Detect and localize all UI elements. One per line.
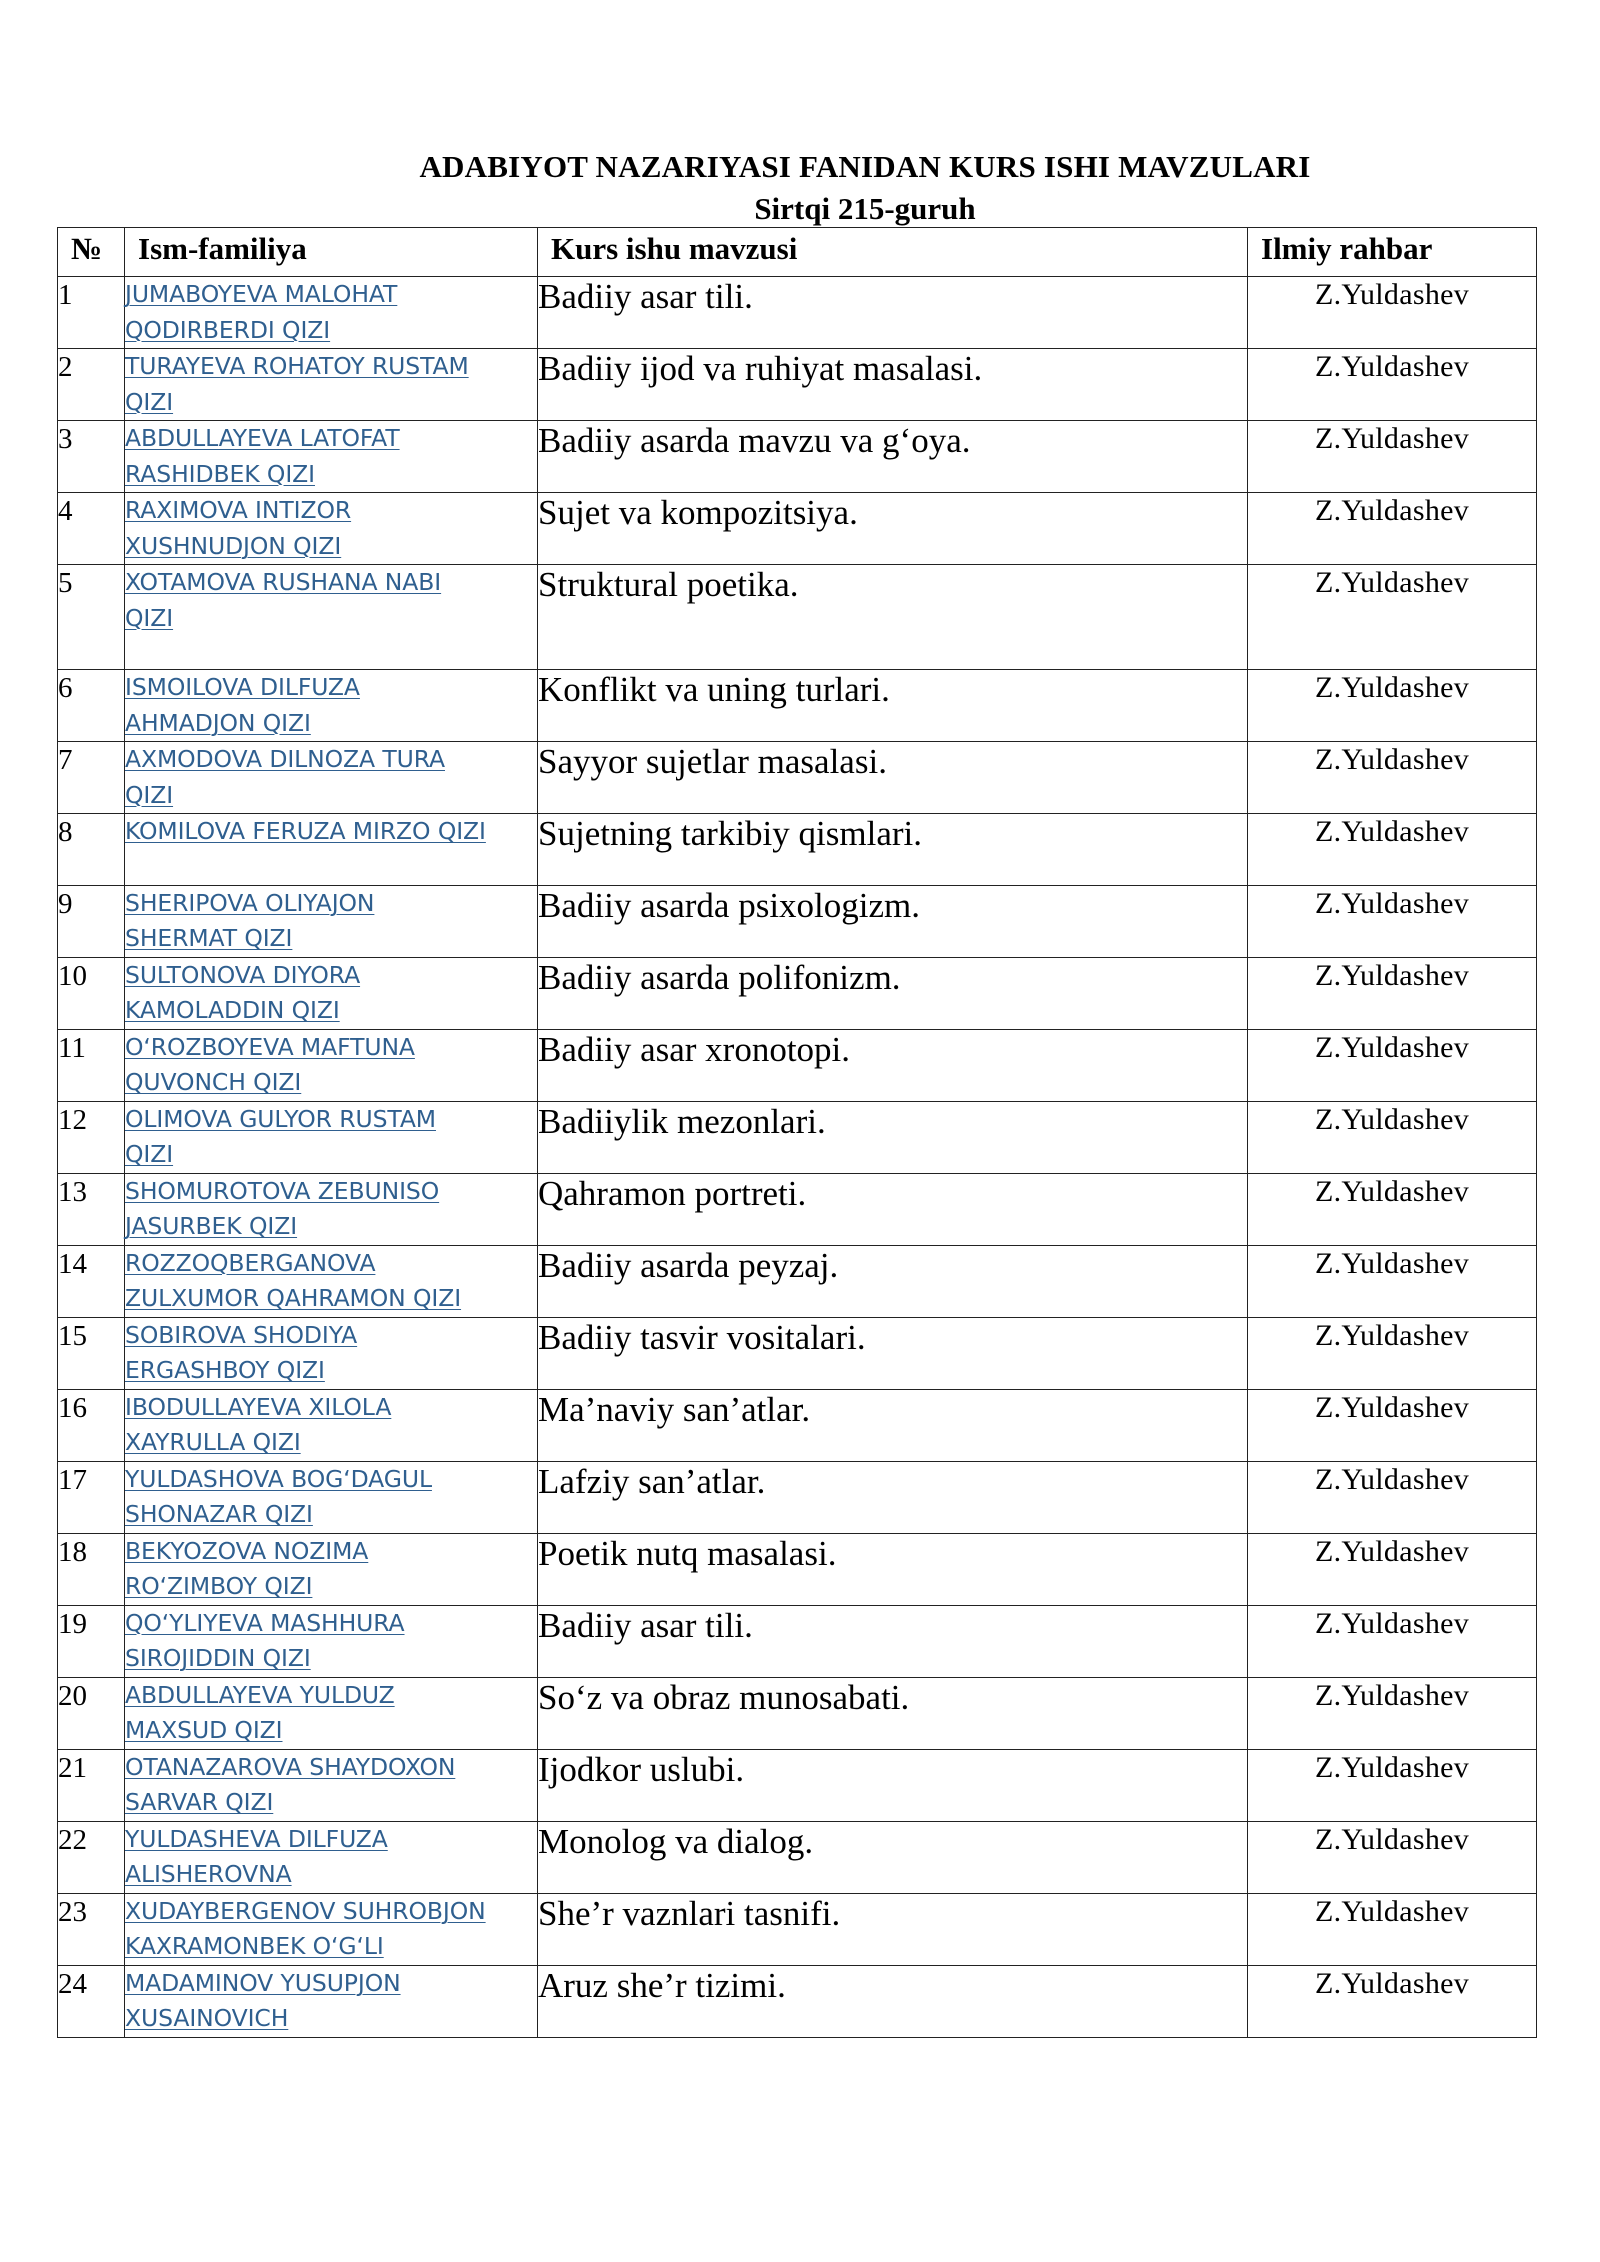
header-name: Ism-familiya	[125, 228, 538, 277]
student-name-cell	[125, 957, 538, 1029]
course-topic: Ma’naviy san’atlar.	[538, 1389, 1248, 1461]
supervisor-name: Z.Yuldashev	[1248, 1749, 1537, 1821]
student-name-link[interactable]: TURAYEVA ROHATOY RUSTAM QIZI	[125, 352, 469, 416]
course-topic: Lafziy san’atlar.	[538, 1461, 1248, 1533]
table-row	[58, 1749, 1537, 1821]
student-name-cell	[125, 1677, 538, 1749]
row-number: 23	[58, 1893, 125, 1965]
student-name-cell	[125, 814, 538, 886]
student-name-link[interactable]: RAXIMOVA INTIZOR XUSHNUDJON QIZI	[125, 496, 352, 560]
row-number: 3	[58, 421, 125, 493]
table-row	[58, 814, 1537, 886]
header-supervisor: Ilmiy rahbar	[1248, 228, 1537, 277]
student-name-link[interactable]: KOMILOVA FERUZA MIRZO QIZI	[125, 817, 486, 845]
student-name-cell	[125, 349, 538, 421]
student-name-link[interactable]: SHERIPOVA OLIYAJON SHERMAT QIZI	[125, 888, 375, 952]
row-number: 16	[58, 1389, 125, 1461]
student-name-cell	[125, 1749, 538, 1821]
student-name-link[interactable]: YULDASHOVA BOG‘DAGUL SHONAZAR QIZI	[125, 1464, 432, 1528]
course-topic: She’r vaznlari tasnifi.	[538, 1893, 1248, 1965]
row-number: 24	[58, 1965, 125, 2037]
table-row	[58, 1245, 1537, 1317]
row-number: 18	[58, 1533, 125, 1605]
supervisor-name: Z.Yuldashev	[1248, 1533, 1537, 1605]
row-number: 14	[58, 1245, 125, 1317]
student-name-link[interactable]: XOTAMOVA RUSHANA NABI QIZI	[125, 568, 442, 632]
student-name-cell	[125, 493, 538, 565]
course-topic: Qahramon portreti.	[538, 1173, 1248, 1245]
table-row	[58, 1461, 1537, 1533]
row-number: 4	[58, 493, 125, 565]
course-topic: Aruz she’r tizimi.	[538, 1965, 1248, 2037]
course-topic: Struktural poetika.	[538, 565, 1248, 670]
student-name-cell	[125, 565, 538, 670]
row-number: 21	[58, 1749, 125, 1821]
table-row	[58, 1533, 1537, 1605]
table-row	[58, 1893, 1537, 1965]
student-name-link[interactable]: SHOMUROTOVA ZEBUNISO JASURBEK QIZI	[125, 1176, 440, 1240]
table-row	[58, 493, 1537, 565]
supervisor-name: Z.Yuldashev	[1248, 1965, 1537, 2037]
row-number: 5	[58, 565, 125, 670]
supervisor-name: Z.Yuldashev	[1248, 277, 1537, 349]
table-row	[58, 1677, 1537, 1749]
course-topic: Badiiy asarda mavzu va g‘oya.	[538, 421, 1248, 493]
supervisor-name: Z.Yuldashev	[1248, 1317, 1537, 1389]
table-row	[58, 1821, 1537, 1893]
student-name-cell	[125, 1101, 538, 1173]
row-number: 2	[58, 349, 125, 421]
table-header-row	[58, 228, 1537, 277]
student-name-link[interactable]: MADAMINOV YUSUPJON XUSAINOVICH	[125, 1968, 401, 2032]
student-name-cell	[125, 1461, 538, 1533]
course-topic: Sujetning tarkibiy qismlari.	[538, 814, 1248, 886]
student-name-link[interactable]: SOBIROVA SHODIYA ERGASHBOY QIZI	[125, 1320, 358, 1384]
table-row	[58, 1029, 1537, 1101]
course-topic: Badiiy asar xronotopi.	[538, 1029, 1248, 1101]
row-number: 17	[58, 1461, 125, 1533]
course-topic: Konflikt va uning turlari.	[538, 670, 1248, 742]
student-name-link[interactable]: IBODULLAYEVA XILOLA XAYRULLA QIZI	[125, 1392, 392, 1456]
course-topic: Badiiy ijod va ruhiyat masalasi.	[538, 349, 1248, 421]
course-topic: Badiiy asarda polifonizm.	[538, 957, 1248, 1029]
table-row	[58, 277, 1537, 349]
row-number: 6	[58, 670, 125, 742]
student-name-cell	[125, 1893, 538, 1965]
row-number: 11	[58, 1029, 125, 1101]
supervisor-name: Z.Yuldashev	[1248, 1677, 1537, 1749]
student-name-cell	[125, 742, 538, 814]
row-number: 8	[58, 814, 125, 886]
header-no: №	[58, 228, 125, 277]
table-row	[58, 1173, 1537, 1245]
student-name-link[interactable]: QO‘YLIYEVA MASHHURA SIROJIDDIN QIZI	[125, 1608, 405, 1672]
student-name-cell	[125, 1389, 538, 1461]
supervisor-name: Z.Yuldashev	[1248, 1389, 1537, 1461]
course-topic: Badiiy asarda psixologizm.	[538, 885, 1248, 957]
supervisor-name: Z.Yuldashev	[1248, 814, 1537, 886]
student-name-link[interactable]: O‘ROZBOYEVA MAFTUNA QUVONCH QIZI	[125, 1032, 415, 1096]
supervisor-name: Z.Yuldashev	[1248, 493, 1537, 565]
student-name-link[interactable]: YULDASHEVA DILFUZA ALISHEROVNA	[125, 1824, 388, 1888]
student-name-link[interactable]: ROZZOQBERGANOVA ZULXUMOR QAHRAMON QIZI	[125, 1248, 462, 1312]
course-topic: Sayyor sujetlar masalasi.	[538, 742, 1248, 814]
student-name-cell	[125, 1533, 538, 1605]
supervisor-name: Z.Yuldashev	[1248, 670, 1537, 742]
course-topic: Monolog va dialog.	[538, 1821, 1248, 1893]
student-name-link[interactable]: ABDULLAYEVA YULDUZ MAXSUD QIZI	[125, 1680, 395, 1744]
table-row	[58, 885, 1537, 957]
supervisor-name: Z.Yuldashev	[1248, 1461, 1537, 1533]
student-name-link[interactable]: SULTONOVA DIYORA KAMOLADDIN QIZI	[125, 960, 361, 1024]
row-number: 7	[58, 742, 125, 814]
student-name-cell	[125, 1605, 538, 1677]
supervisor-name: Z.Yuldashev	[1248, 349, 1537, 421]
row-number: 20	[58, 1677, 125, 1749]
row-number: 22	[58, 1821, 125, 1893]
table-row	[58, 421, 1537, 493]
table-body	[58, 277, 1537, 2038]
row-number: 10	[58, 957, 125, 1029]
course-topic: So‘z va obraz munosabati.	[538, 1677, 1248, 1749]
table-row	[58, 1389, 1537, 1461]
course-topic: Poetik nutq masalasi.	[538, 1533, 1248, 1605]
document-subtitle: Sirtqi 215-guruh	[754, 191, 976, 226]
row-number: 1	[58, 277, 125, 349]
table-row	[58, 1101, 1537, 1173]
supervisor-name: Z.Yuldashev	[1248, 742, 1537, 814]
supervisor-name: Z.Yuldashev	[1248, 421, 1537, 493]
student-name-link[interactable]: ABDULLAYEVA LATOFAT RASHIDBEK QIZI	[125, 424, 400, 488]
table-row	[58, 565, 1537, 670]
student-name-cell	[125, 277, 538, 349]
student-name-cell	[125, 1173, 538, 1245]
supervisor-name: Z.Yuldashev	[1248, 885, 1537, 957]
student-name-cell	[125, 1965, 538, 2037]
student-name-link[interactable]: XUDAYBERGENOV SUHROBJON KAXRAMONBEK O‘G‘LI	[125, 1896, 486, 1960]
student-name-cell	[125, 421, 538, 493]
student-name-cell	[125, 670, 538, 742]
supervisor-name: Z.Yuldashev	[1248, 957, 1537, 1029]
supervisor-name: Z.Yuldashev	[1248, 1173, 1537, 1245]
row-number: 13	[58, 1173, 125, 1245]
supervisor-name: Z.Yuldashev	[1248, 565, 1537, 670]
student-name-link[interactable]: BEKYOZOVA NOZIMA RO‘ZIMBOY QIZI	[125, 1536, 369, 1600]
supervisor-name: Z.Yuldashev	[1248, 1101, 1537, 1173]
supervisor-name: Z.Yuldashev	[1248, 1605, 1537, 1677]
course-topic: Badiiy tasvir vositalari.	[538, 1317, 1248, 1389]
row-number: 12	[58, 1101, 125, 1173]
supervisor-name: Z.Yuldashev	[1248, 1821, 1537, 1893]
student-name-cell	[125, 885, 538, 957]
course-topic: Badiiy asar tili.	[538, 277, 1248, 349]
student-name-link[interactable]: OTANAZAROVA SHAYDOXON SARVAR QIZI	[125, 1752, 456, 1816]
header-topic: Kurs ishu mavzusi	[538, 228, 1248, 277]
topics-table	[57, 227, 1537, 2038]
course-topic: Badiiy asar tili.	[538, 1605, 1248, 1677]
table-row	[58, 1965, 1537, 2037]
document-title: ADABIYOT NAZARIYASI FANIDAN KURS ISHI MAVZULARI	[419, 149, 1311, 184]
table-row	[58, 670, 1537, 742]
table-row	[58, 957, 1537, 1029]
table-row	[58, 349, 1537, 421]
supervisor-name: Z.Yuldashev	[1248, 1893, 1537, 1965]
student-name-cell	[125, 1029, 538, 1101]
table-row	[58, 1605, 1537, 1677]
student-name-link[interactable]: AXMODOVA DILNOZA TURA QIZI	[125, 745, 445, 809]
student-name-link[interactable]: JUMABOYEVA MALOHAT QODIRBERDI QIZI	[125, 280, 398, 344]
course-topic: Ijodkor uslubi.	[538, 1749, 1248, 1821]
student-name-link[interactable]: ISMOILOVA DILFUZA AHMADJON QIZI	[125, 673, 360, 737]
student-name-link[interactable]: OLIMOVA GULYOR RUSTAM QIZI	[125, 1104, 436, 1168]
row-number: 15	[58, 1317, 125, 1389]
supervisor-name: Z.Yuldashev	[1248, 1029, 1537, 1101]
row-number: 9	[58, 885, 125, 957]
student-name-cell	[125, 1317, 538, 1389]
table-row	[58, 1317, 1537, 1389]
course-topic: Sujet va kompozitsiya.	[538, 493, 1248, 565]
student-name-cell	[125, 1245, 538, 1317]
student-name-cell	[125, 1821, 538, 1893]
course-topic: Badiiy asarda peyzaj.	[538, 1245, 1248, 1317]
course-topic: Badiiylik mezonlari.	[538, 1101, 1248, 1173]
supervisor-name: Z.Yuldashev	[1248, 1245, 1537, 1317]
row-number: 19	[58, 1605, 125, 1677]
table-row	[58, 742, 1537, 814]
